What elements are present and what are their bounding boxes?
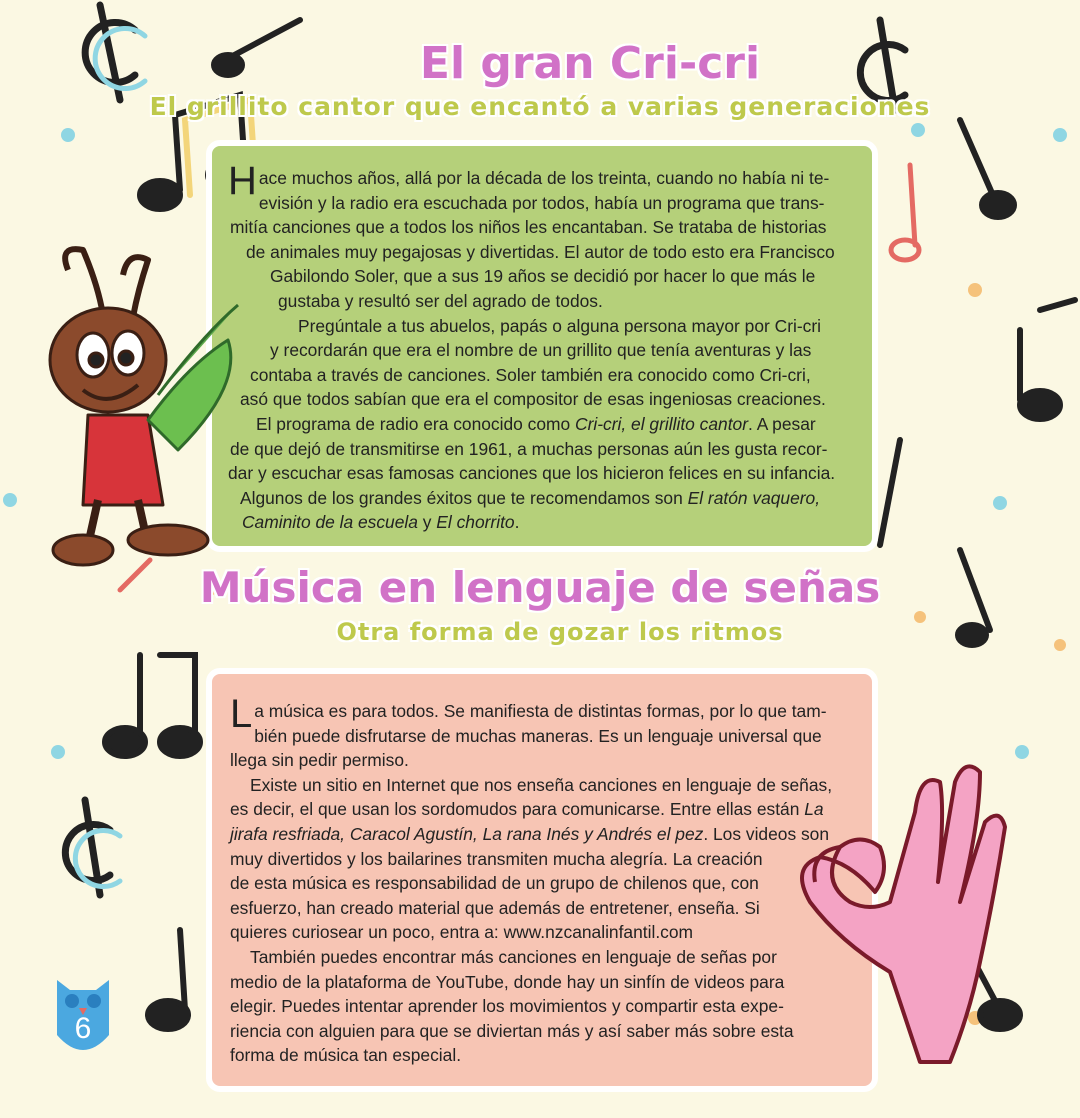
paragraph-line: contaba a través de canciones. Soler también era conocido como Cri-cri, <box>250 364 811 385</box>
song-title: La <box>804 799 824 820</box>
song-title: El ratón vaquero, <box>687 487 821 508</box>
article-sign-language <box>230 692 860 1068</box>
paragraph-line <box>228 486 858 511</box>
paragraph-line: riencia con alguien para que se diviertan más y así saber más sobre esta <box>230 1020 794 1041</box>
page-number: 6 <box>74 1012 92 1045</box>
paragraph-line: Gabilondo Soler, que a sus 19 años se decidió por hacer lo que más le <box>270 266 816 287</box>
music-note-icon <box>105 655 200 756</box>
text-run: Algunos de los grandes éxitos que te recomendamos son <box>240 487 688 508</box>
text-run: . A pesar <box>748 413 816 434</box>
paragraph-line: de esta música es responsabilidad de un grupo de chilenos que, con <box>230 873 759 894</box>
paragraph-line: de animales muy pegajosas y divertidas. El autor de todo esto era Francisco <box>246 241 835 262</box>
cricket-illustration <box>28 245 268 575</box>
paragraph-line: gustaba y resultó ser del agrado de todos. <box>278 290 603 311</box>
paragraph-line-text: evisión y la radio era escuchada por todos, había un programa que trans- <box>258 192 825 213</box>
paragraph-line: Existe un sitio en Internet que nos enseña canciones en lenguaje de señas, <box>250 774 833 795</box>
paragraph-line: medio de la plataforma de YouTube, donde hay un sinfín de videos para <box>230 971 785 992</box>
paragraph-line: mitía canciones que a todos los niños les encantaban. Se trataba de historias <box>230 217 827 238</box>
article-cricri <box>228 159 858 535</box>
paragraph-line: forma de música tan especial. <box>230 1045 462 1066</box>
radio-show-title: Cri-cri, el grillito cantor <box>575 413 748 434</box>
text-run: . Los videos son <box>703 823 830 844</box>
section-subtitle: El grillito cantor que encantó a varias generaciones <box>149 92 931 121</box>
song-title: jirafa resfriada, Caracol Agustín, La rana Inés y Andrés el pez <box>230 823 704 844</box>
paragraph-line: También puedes encontrar más canciones en lenguaje de señas por <box>250 946 777 967</box>
paragraph-line: dar y escuchar esas famosas canciones que los hicieron felices en su infancia. <box>228 463 836 484</box>
song-title: Caminito de la escuela <box>242 512 418 533</box>
ok-hand-illustration <box>780 752 1010 1072</box>
paragraph-line <box>228 191 858 216</box>
paragraph-line: esfuerzo, han creado material que además de entretener, enseña. Si <box>230 897 760 918</box>
paragraph-line: asó que todos sabían que era el compositor de esas ingeniosas creaciones. <box>240 389 826 410</box>
paragraph-line: elegir. Puedes intentar aprender los movimientos y compartir esta expe- <box>230 996 784 1017</box>
paragraph-line <box>230 797 860 822</box>
text-run: y <box>417 512 437 533</box>
drop-cap: H <box>228 159 257 203</box>
text-run: . <box>514 512 520 533</box>
paragraph-line: Pregúntale a tus abuelos, papás o alguna persona mayor por Cri-cri <box>298 315 821 336</box>
paragraph-line: ace muchos años, allá por la década de los treinta, cuando no había ni te- <box>258 168 830 188</box>
paragraph-line: a música es para todos. Se manifiesta de distintas formas, por lo que tam- <box>254 701 827 721</box>
paragraph-line <box>230 822 860 847</box>
paragraph-line: bién puede disfrutarse de muchas maneras. Es un lenguaje universal que <box>254 725 822 746</box>
section-title: El gran Cri-cri <box>419 38 761 89</box>
paragraph-line: llega sin pedir permiso. <box>230 750 409 771</box>
paragraph-line: de que dejó de transmitirse en 1961, a muchas personas aún les gusta recor- <box>230 438 828 459</box>
paragraph-line <box>228 510 858 535</box>
song-title: El chorrito <box>436 512 515 533</box>
paragraph-line: muy divertidos y los bailarines transmiten mucha alegría. La creación <box>230 848 763 869</box>
paragraph-line: y recordarán que era el nombre de un grillito que tenía aventuras y las <box>270 340 812 361</box>
paragraph-line: quieres curiosear un poco, entra a: www.nzcanalinfantil.com <box>230 922 694 943</box>
paragraph-line <box>228 412 858 437</box>
music-note-icon <box>1020 300 1075 419</box>
text-run: es decir, el que usan los sordomudos para comunicarse. Entre ellas están <box>230 799 805 820</box>
drop-cap: L <box>230 692 253 736</box>
section-title: Música en lenguaje de señas <box>199 563 881 612</box>
text-run: El programa de radio era conocido como <box>256 413 576 434</box>
section-subtitle: Otra forma de gozar los ritmos <box>336 618 784 646</box>
